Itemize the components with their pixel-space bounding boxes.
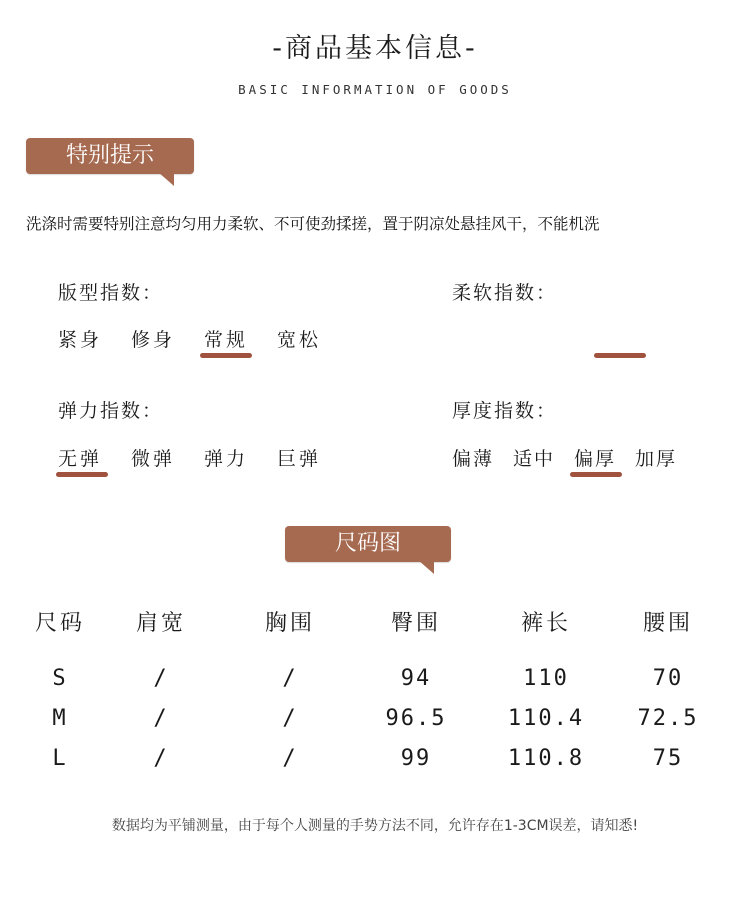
- table-row-s-shoulder: /: [153, 666, 169, 691]
- page-subtitle: BASIC INFORMATION OF GOODS: [238, 82, 512, 97]
- size-table-header-size: 尺码: [34, 611, 85, 636]
- elasticity-option-super: 巨弹: [277, 448, 322, 470]
- measurement-footnote: 数据均为平铺测量，由于每个人测量的手势方法不同，允许存在1-3CM误差，请知悉!: [111, 818, 639, 834]
- size-table-header-hip: 臀围: [390, 611, 441, 636]
- elasticity-option-stretch: 弹力: [204, 448, 249, 470]
- fit-selected-underline: [200, 353, 252, 358]
- size-table-header-length: 裤长: [520, 611, 571, 636]
- table-row-m-hip: 96.5: [385, 706, 447, 731]
- table-row-l-hip: 99: [400, 746, 432, 771]
- table-row-m-chest: /: [282, 706, 298, 731]
- table-row-m-size: M: [52, 706, 68, 731]
- elasticity-option-slight: 微弹: [131, 448, 176, 470]
- fit-option-loose: 宽松: [277, 329, 322, 351]
- table-row-s-hip: 94: [400, 666, 432, 691]
- special-notice-tag: 特别提示: [26, 138, 194, 174]
- care-notice-text: 洗涤时需要特别注意均匀用力柔软、不可使劲揉搓，置于阴凉处悬挂风干，不能机洗: [26, 215, 600, 233]
- table-row-l-chest: /: [282, 746, 298, 771]
- size-chart-tag-tail: [418, 560, 434, 574]
- thickness-option-medium: 适中: [513, 448, 556, 470]
- table-row-l-shoulder: /: [153, 746, 169, 771]
- table-row-s-waist: 70: [652, 666, 684, 691]
- size-table-header-shoulder: 肩宽: [135, 611, 186, 636]
- thickness-index-title: 厚度指数：: [452, 400, 558, 422]
- fit-option-regular: 常规: [204, 329, 249, 351]
- softness-index-title: 柔软指数：: [452, 282, 558, 304]
- table-row-l-length: 110.8: [507, 746, 585, 771]
- size-table-header-waist: 腰围: [642, 611, 693, 636]
- elasticity-index-title: 弹力指数：: [58, 400, 164, 422]
- fit-index-title: 版型指数：: [58, 282, 164, 304]
- table-row-s-chest: /: [282, 666, 298, 691]
- thickness-selected-underline: [570, 472, 622, 477]
- thickness-option-extra-thick: 加厚: [635, 448, 678, 470]
- table-row-m-shoulder: /: [153, 706, 169, 731]
- size-chart-tag: 尺码图: [285, 526, 451, 562]
- fit-option-slim: 修身: [131, 329, 176, 351]
- elasticity-option-none: 无弹: [58, 448, 103, 470]
- table-row-l-size: L: [52, 746, 68, 771]
- table-row-l-waist: 75: [652, 746, 684, 771]
- elasticity-selected-underline: [56, 472, 108, 477]
- fit-option-tight: 紧身: [58, 329, 103, 351]
- table-row-m-length: 110.4: [507, 706, 585, 731]
- thickness-option-thin: 偏薄: [452, 448, 495, 470]
- table-row-s-size: S: [52, 666, 68, 691]
- table-row-s-length: 110: [523, 666, 569, 691]
- page-title: -商品基本信息-: [272, 33, 478, 64]
- size-table-header-chest: 胸围: [264, 611, 315, 636]
- special-notice-tag-tail: [158, 172, 174, 186]
- thickness-option-thick: 偏厚: [574, 448, 617, 470]
- table-row-m-waist: 72.5: [637, 706, 699, 731]
- softness-selected-underline: [594, 353, 646, 358]
